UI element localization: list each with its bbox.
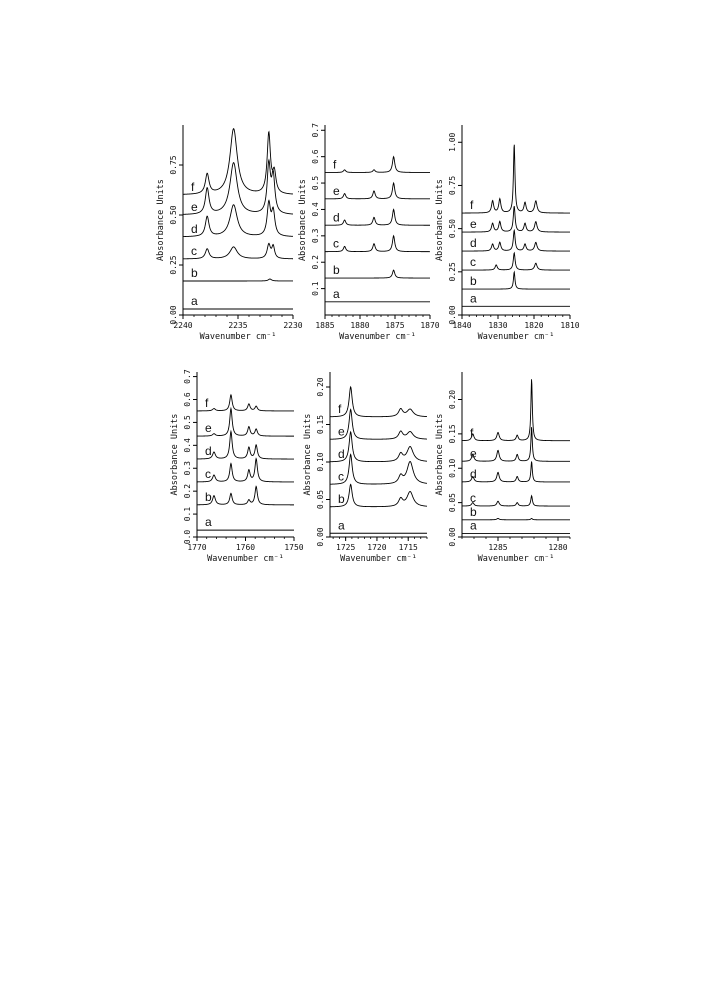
spectrum-trace-d xyxy=(325,209,430,225)
x-axis-title: Wavenumber cm⁻¹ xyxy=(207,554,284,564)
trace-label-a: a xyxy=(470,518,477,533)
x-tick-label: 1715 xyxy=(398,543,418,552)
trace-label-e: e xyxy=(470,217,477,232)
spectrum-trace-f xyxy=(183,129,293,195)
y-tick-label: 0.5 xyxy=(183,415,192,430)
spectrum-trace-e xyxy=(183,160,293,214)
y-tick-label: 0.75 xyxy=(448,175,457,196)
x-axis-title: Wavenumber cm⁻¹ xyxy=(339,332,416,342)
x-axis-title: Wavenumber cm⁻¹ xyxy=(477,332,555,342)
y-tick-label: 0.10 xyxy=(448,458,457,478)
trace-label-a: a xyxy=(205,515,212,530)
y-tick-label: 0.15 xyxy=(316,414,325,435)
y-axis-title: Absorbance Units xyxy=(156,179,166,261)
spectrum-trace-f xyxy=(462,145,570,213)
trace-label-d: d xyxy=(338,447,345,461)
spectrum-trace-f xyxy=(325,157,430,173)
y-tick-label: 0.1 xyxy=(311,281,320,296)
y-tick-label: 0.25 xyxy=(169,255,178,275)
trace-label-f: f xyxy=(338,402,342,416)
y-tick-label: 0.7 xyxy=(183,369,192,384)
x-tick-label: 1840 xyxy=(452,321,472,330)
y-tick-label: 0.2 xyxy=(311,254,320,270)
y-axis-title: Absorbance Units xyxy=(303,413,313,496)
trace-label-e: e xyxy=(205,421,212,436)
y-tick-label: 0.00 xyxy=(448,305,457,325)
x-tick-label: 1820 xyxy=(524,321,544,330)
spectrum-trace-e xyxy=(462,206,570,232)
y-axis-title: Absorbance Units xyxy=(435,179,445,261)
y-tick-label: 0.20 xyxy=(448,389,457,410)
trace-label-d: d xyxy=(333,210,340,225)
y-tick-label: 0.3 xyxy=(183,461,192,476)
trace-label-f: f xyxy=(205,395,209,410)
trace-label-a: a xyxy=(470,291,477,306)
trace-label-b: b xyxy=(333,263,340,278)
y-tick-label: 0.4 xyxy=(183,438,192,453)
y-tick-label: 0.00 xyxy=(448,527,457,547)
y-tick-label: 0.1 xyxy=(183,506,192,522)
y-tick-label: 0.05 xyxy=(448,492,457,513)
trace-label-f: f xyxy=(191,180,195,194)
y-tick-label: 0.6 xyxy=(311,149,320,164)
x-tick-label: 1280 xyxy=(548,543,568,552)
y-tick-label: 0.50 xyxy=(169,205,178,225)
trace-label-b: b xyxy=(470,274,477,289)
x-tick-label: 1880 xyxy=(350,321,370,330)
x-axis-title: Wavenumber cm⁻¹ xyxy=(199,332,277,342)
trace-label-a: a xyxy=(191,294,198,308)
trace-label-d: d xyxy=(191,222,198,236)
spectrum-trace-d xyxy=(462,461,570,482)
x-tick-label: 1720 xyxy=(367,543,387,552)
x-axis-title: Wavenumber cm⁻¹ xyxy=(477,554,555,564)
y-tick-label: 0.6 xyxy=(183,392,192,407)
y-tick-label: 0.20 xyxy=(316,377,325,397)
x-tick-label: 1875 xyxy=(385,321,405,330)
spectrum-trace-b xyxy=(325,270,430,278)
trace-label-c: c xyxy=(333,236,339,251)
trace-label-e: e xyxy=(191,200,198,214)
y-tick-label: 0.4 xyxy=(311,202,320,217)
y-axis-title: Absorbance Units xyxy=(170,413,180,496)
trace-label-c: c xyxy=(191,244,197,258)
y-tick-label: 0.75 xyxy=(169,155,178,175)
x-axis-title: Wavenumber cm⁻¹ xyxy=(340,554,417,564)
trace-label-c: c xyxy=(470,491,476,506)
spectrum-trace-d xyxy=(462,230,570,251)
y-tick-label: 0.2 xyxy=(183,483,192,499)
spectrum-trace-f xyxy=(462,379,570,440)
y-tick-label: 0.7 xyxy=(311,123,320,138)
trace-label-e: e xyxy=(333,183,340,198)
trace-label-d: d xyxy=(205,444,212,459)
x-tick-label: 1725 xyxy=(336,543,356,552)
chart-panel-5 xyxy=(303,372,427,564)
trace-label-b: b xyxy=(338,492,345,506)
chart-panel-2 xyxy=(298,123,440,342)
trace-label-c: c xyxy=(470,255,476,270)
trace-label-f: f xyxy=(333,157,337,172)
spectrum-trace-d xyxy=(183,200,293,236)
trace-label-e: e xyxy=(470,446,477,461)
spectrum-trace-b xyxy=(462,272,570,289)
x-tick-label: 1885 xyxy=(315,321,335,330)
spectrum-trace-c xyxy=(197,459,294,482)
x-tick-label: 1870 xyxy=(420,321,440,330)
trace-label-b: b xyxy=(191,266,198,280)
trace-label-b: b xyxy=(470,504,477,519)
y-tick-label: 1.00 xyxy=(448,132,457,152)
y-tick-label: 0.0 xyxy=(183,529,192,545)
trace-label-c: c xyxy=(338,469,344,484)
trace-label-e: e xyxy=(338,424,345,439)
y-tick-label: 0.5 xyxy=(311,175,320,191)
trace-label-f: f xyxy=(470,425,474,440)
trace-label-c: c xyxy=(205,467,211,481)
y-tick-label: 0.3 xyxy=(311,228,320,244)
chart-panel-1 xyxy=(156,125,303,342)
spectrum-trace-e xyxy=(462,427,570,461)
trace-label-f: f xyxy=(470,198,474,213)
spectrum-trace-f xyxy=(197,395,294,411)
x-tick-label: 2235 xyxy=(228,321,248,330)
y-axis-title: Absorbance Units xyxy=(435,413,445,496)
spectrum-trace-c xyxy=(462,496,570,506)
trace-label-a: a xyxy=(338,518,345,533)
trace-label-a: a xyxy=(333,286,340,301)
y-tick-label: 0.05 xyxy=(316,489,325,510)
spectrum-trace-e xyxy=(325,183,430,199)
chart-panel-4 xyxy=(170,369,304,564)
trace-label-d: d xyxy=(470,467,477,481)
spectrum-trace-b xyxy=(183,279,293,281)
y-tick-label: 0.10 xyxy=(316,452,325,472)
y-tick-label: 0.50 xyxy=(448,219,457,239)
spectrum-trace-c xyxy=(183,243,293,259)
chart-panel-3 xyxy=(435,125,580,342)
spectrum-trace-f xyxy=(330,387,427,417)
y-tick-label: 0.00 xyxy=(316,527,325,547)
y-tick-label: 0.00 xyxy=(169,305,178,325)
spectrum-trace-b xyxy=(462,518,570,519)
x-tick-label: 1760 xyxy=(235,543,256,552)
y-axis-title: Absorbance Units xyxy=(298,179,308,261)
y-tick-label: 0.25 xyxy=(448,262,457,282)
y-tick-label: 0.15 xyxy=(448,424,457,444)
spectrum-trace-c xyxy=(325,236,430,252)
x-tick-label: 1285 xyxy=(488,543,508,552)
trace-label-b: b xyxy=(205,489,212,504)
chart-panel-6 xyxy=(435,372,570,564)
spectrum-trace-c xyxy=(462,253,570,270)
x-tick-label: 1750 xyxy=(284,543,304,552)
x-tick-label: 1770 xyxy=(187,543,207,552)
x-tick-label: 1810 xyxy=(560,321,580,330)
x-tick-label: 2230 xyxy=(283,321,303,330)
trace-label-d: d xyxy=(470,236,477,251)
x-tick-label: 2240 xyxy=(173,321,193,330)
x-tick-label: 1830 xyxy=(488,321,508,330)
